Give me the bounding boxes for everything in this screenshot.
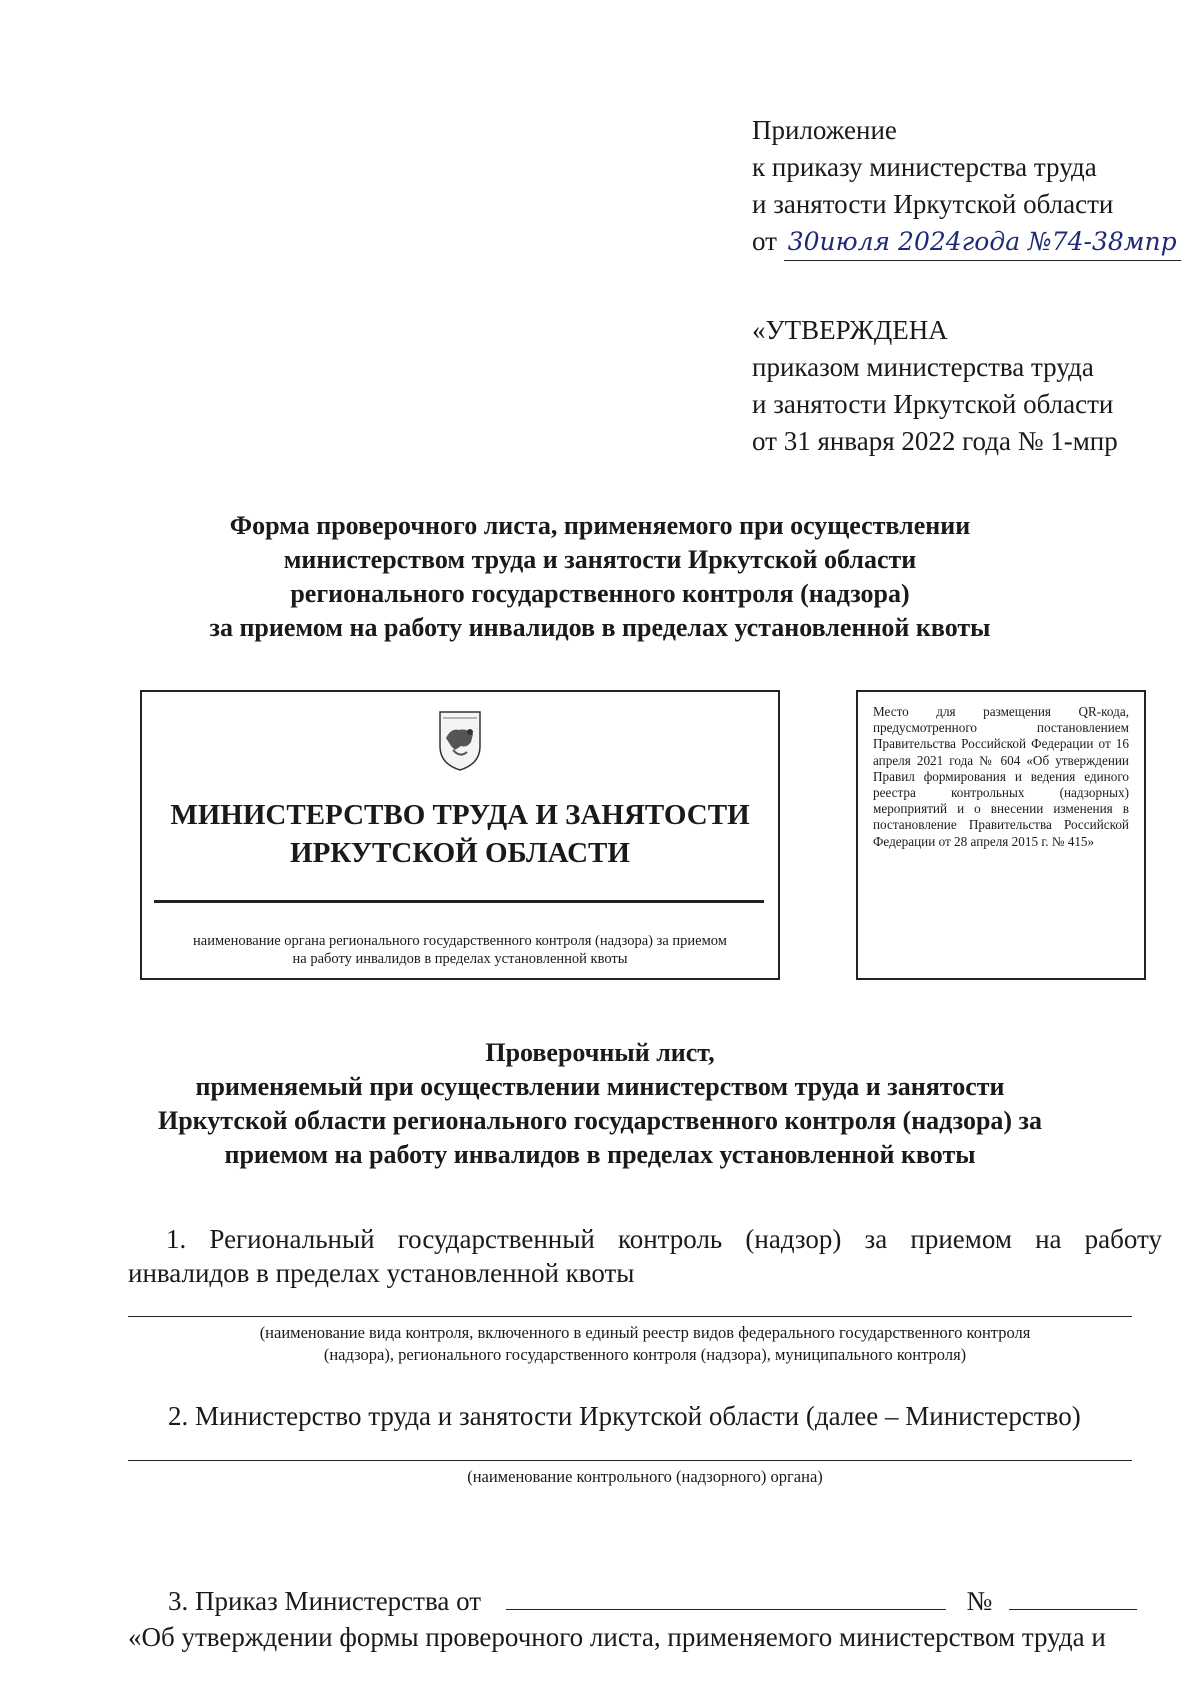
item-3-prefix: 3. Приказ Министерства от xyxy=(168,1586,482,1616)
checklist-title xyxy=(130,1036,1070,1172)
order-number-label: № xyxy=(966,1586,993,1616)
approved-block xyxy=(752,312,1118,460)
form-title-line-2: министерством труда и занятости Иркутской области xyxy=(283,545,917,574)
item-2: 2. Министерство труда и занятости Иркутской области (далее – Министерство) xyxy=(168,1401,1081,1431)
checklist-title-line-4: приемом на работу инвалидов в пределах установленной квоты xyxy=(224,1140,976,1169)
item-1-caption-line-1: (наименование вида контроля, включенного в единый реестр видов федерального государственного контроля xyxy=(259,1323,1031,1342)
approved-line-1: «УТВЕРЖДЕНА xyxy=(752,315,948,345)
approved-line-2: приказом министерства труда xyxy=(752,352,1094,382)
item-1-caption-line-2: (надзора), регионального государственного контроля (надзора), муниципального контроля) xyxy=(323,1345,967,1364)
organization-caption-line-2: на работу инвалидов в пределах установленной квоты xyxy=(292,951,628,967)
qr-code-note: Место для размещения QR-кода, предусмотренного постановлением Правительства Российской Федерации от 16 апреля 2021 года № 604 «Об утверждении Правил формирования и ведения единого реестра контрольных (надзорных) мероприятий и о внесении изменения в постановление Правительства Российской Федерации от 28 апреля 2015 г. № 415» xyxy=(873,704,1129,849)
organization-divider xyxy=(154,900,764,903)
coat-of-arms-icon xyxy=(437,708,483,772)
item-1-line-1: 1. Региональный государственный контроль (надзор) за приемом на работу xyxy=(166,1224,1162,1254)
item-1-caption xyxy=(128,1322,1162,1366)
qr-code-placeholder xyxy=(856,690,1146,980)
organization-box xyxy=(140,690,780,980)
order-number-field[interactable] xyxy=(1009,1585,1137,1610)
item-1 xyxy=(128,1222,1162,1290)
order-date-field[interactable] xyxy=(506,1585,946,1610)
form-title-line-1: Форма проверочного листа, применяемого при осуществлении xyxy=(229,511,971,540)
appendix-block xyxy=(752,112,1181,261)
item-2-caption: (наименование контрольного (надзорного) органа) xyxy=(467,1467,823,1486)
appendix-from-label: от xyxy=(752,226,777,256)
item-3 xyxy=(168,1585,1162,1617)
organization-name-line-1: МИНИСТЕРСТВО ТРУДА И ЗАНЯТОСТИ xyxy=(170,799,750,831)
organization-name xyxy=(152,796,768,872)
appendix-line-3: и занятости Иркутской области xyxy=(752,189,1114,219)
appendix-line-2: к приказу министерства труда xyxy=(752,152,1097,182)
approved-line-3: и занятости Иркутской области xyxy=(752,389,1114,419)
organization-caption-line-1: наименование органа регионального государственного контроля (надзора) за приемом xyxy=(193,933,727,949)
appendix-line-1: Приложение xyxy=(752,115,897,145)
form-title xyxy=(160,509,1040,645)
form-title-line-4: за приемом на работу инвалидов в пределах установленной квоты xyxy=(209,613,991,642)
handwritten-date-number: 30июля 2024года №74-38мпр xyxy=(784,223,1181,261)
organization-name-line-2: ИРКУТСКОЙ ОБЛАСТИ xyxy=(290,837,630,869)
checklist-title-line-1: Проверочный лист, xyxy=(485,1038,715,1067)
form-title-line-3: регионального государственного контроля (надзора) xyxy=(290,579,910,608)
item-1-underline xyxy=(128,1316,1132,1317)
approved-line-4: от 31 января 2022 года № 1-мпр xyxy=(752,426,1118,456)
item-1-line-2: инвалидов в пределах установленной квоты xyxy=(128,1258,635,1288)
organization-caption xyxy=(162,932,758,968)
item-2-underline xyxy=(128,1460,1132,1461)
item-3-line-2: «Об утверждении формы проверочного листа, применяемого министерством труда и xyxy=(128,1622,1106,1652)
appendix-date-line xyxy=(752,223,1181,261)
checklist-title-line-3: Иркутской области регионального государственного контроля (надзора) за xyxy=(157,1106,1043,1135)
checklist-title-line-2: применяемый при осуществлении министерством труда и занятости xyxy=(195,1072,1005,1101)
